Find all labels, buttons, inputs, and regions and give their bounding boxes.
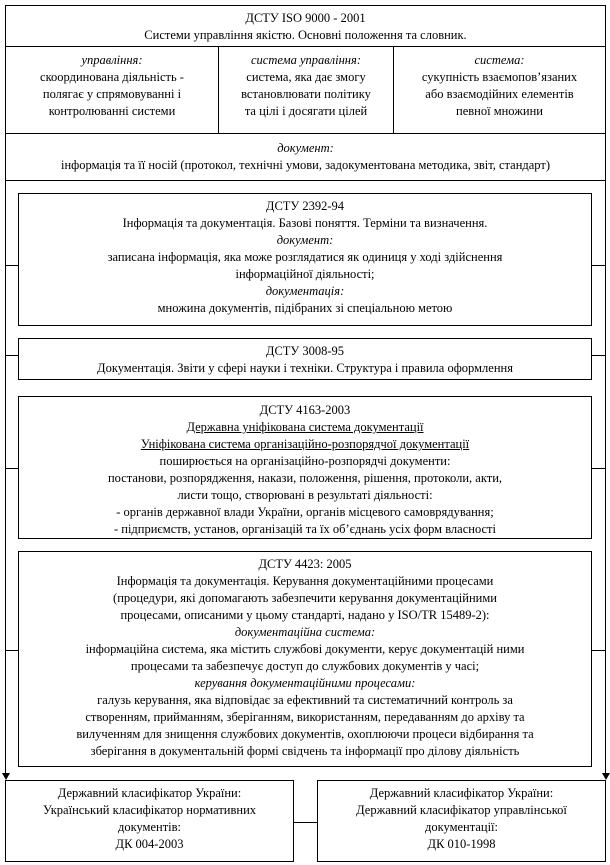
definition-line: встановлювати політику	[241, 87, 371, 101]
classifier-line: Державний класифікатор України:	[369, 786, 554, 800]
definition-system	[393, 47, 605, 133]
connector	[592, 265, 606, 266]
term: документ:	[276, 233, 334, 247]
dstu-title: Інформація та документація. Базові поняття. Терміни та визначення.	[122, 216, 488, 230]
definition-management-system	[218, 47, 393, 133]
arrow-right-icon	[602, 773, 610, 780]
definition-management	[6, 47, 218, 133]
classifier-line: Державний класифікатор України:	[57, 786, 242, 800]
connector	[5, 355, 18, 356]
document-term: документ:	[277, 141, 334, 155]
dstu-title: Документація. Звіти у сфері науки і техніки. Структура і правила оформлення	[97, 361, 513, 375]
right-frame-line	[605, 181, 606, 776]
dstu-2392-block	[18, 193, 592, 326]
dstu-4423-block	[18, 551, 592, 767]
term: документаційна система:	[234, 625, 376, 639]
iso9000-block	[5, 5, 606, 47]
definition-line: контролюванні системи	[48, 104, 176, 118]
scope-line: постанови, розпорядження, накази, положення, рішення, протоколи, акти,	[107, 471, 503, 485]
paren-line: (процедури, які допомагають забезпечити керування документаційними	[113, 591, 497, 605]
classifier-dk004	[5, 780, 294, 862]
document-definition	[5, 133, 606, 181]
classifier-connector	[294, 822, 317, 823]
iso9000-title: Системи управління якістю. Основні положення та словник.	[144, 28, 467, 42]
definition-line: записана інформація, яка може розглядатися як одиниця у ході здійснення	[107, 250, 503, 264]
definition-line: певної множини	[456, 104, 543, 118]
term: керування документаційними процесами:	[194, 676, 416, 690]
definition-term: управління:	[81, 53, 143, 67]
connector	[592, 650, 606, 651]
connector	[5, 265, 18, 266]
paren-line: процесами, описаними у цьому стандарті, надано у ISO/TR 15489-2):	[120, 608, 490, 622]
definition-line: скоординована діяльність -	[40, 70, 184, 84]
definition-line: та цілі і досягати цілей	[244, 104, 368, 118]
scope-line: - підприємств, установ, організацій та їх об’єднань усіх форм власності	[113, 522, 496, 536]
document-text: інформація та її носій (протокол, технічні умови, задокументована методика, звіт, стандарт)	[61, 158, 550, 172]
dstu-3008-block	[18, 338, 592, 380]
arrow-left-icon	[2, 773, 10, 780]
definition-line: вилученням для знищення службових документів, охоплюючи процеси відбирання та	[76, 727, 534, 741]
classifier-line: ДК 010-1998	[427, 837, 496, 851]
classifier-line: ДК 004-2003	[115, 837, 184, 851]
dstu-code: ДСТУ 2392-94	[265, 199, 345, 213]
classifier-line: документації:	[424, 820, 498, 834]
classifier-line: Український класифікатор нормативних	[42, 803, 257, 817]
definition-line: сукупність взаємопов’язаних	[421, 70, 578, 84]
definition-line: або взаємодійних елементів	[425, 87, 574, 101]
connector	[5, 650, 18, 651]
definition-line: зберігання в документальній формі свідчень та інформації про ділову діяльність	[90, 744, 520, 758]
classifier-line: документів:	[117, 820, 182, 834]
definition-term: система:	[474, 53, 525, 67]
connector	[592, 355, 606, 356]
dstu-title: Інформація та документація. Керування документаційними процесами	[116, 574, 494, 588]
definition-line: процесами та забезпечує доступ до службових документів у часі;	[130, 659, 480, 673]
scope-line: - органів державної влади України, органів місцевого самоврядування;	[116, 505, 494, 519]
definitions-row	[5, 46, 606, 134]
classifier-dk010	[317, 780, 606, 862]
scope-line: листи тощо, створювані в результаті діяльності:	[177, 488, 433, 502]
dstu-code: ДСТУ 4163-2003	[259, 403, 351, 417]
definition-line: галузь керування, яка відповідає за ефективний та систематичний контроль за	[97, 693, 513, 707]
term: документація:	[265, 284, 345, 298]
dstu-code: ДСТУ 4423: 2005	[258, 557, 352, 571]
definition-line: інформаційна система, яка містить службові документи, керує документацій ними	[85, 642, 525, 656]
left-frame-line	[5, 181, 6, 776]
definition-line: полягає у спрямовуванні і	[42, 87, 182, 101]
dstu-subtitle: Уніфікована система організаційно-розпорядчої документації	[140, 437, 470, 451]
dstu-subtitle: Державна уніфікована система документації	[186, 420, 424, 434]
definition-line: інформаційної діяльності;	[235, 267, 375, 281]
connector	[5, 468, 18, 469]
definition-term: система управління:	[251, 53, 361, 67]
connector	[592, 468, 606, 469]
definition-line: створенням, прийманням, зберіганням, використанням, передаванням до архіву та	[85, 710, 525, 724]
definition-line: множина документів, підібраних зі спеціальною метою	[157, 301, 453, 315]
iso9000-code: ДСТУ ISO 9000 - 2001	[245, 11, 366, 25]
dstu-4163-block	[18, 396, 592, 539]
scope-line: поширюється на організаційно-розпорядчі документи:	[159, 454, 451, 468]
dstu-code: ДСТУ 3008-95	[265, 344, 345, 358]
classifier-line: Державний класифікатор управлінської	[356, 803, 567, 817]
definition-line: система, яка дає змогу	[246, 70, 366, 84]
